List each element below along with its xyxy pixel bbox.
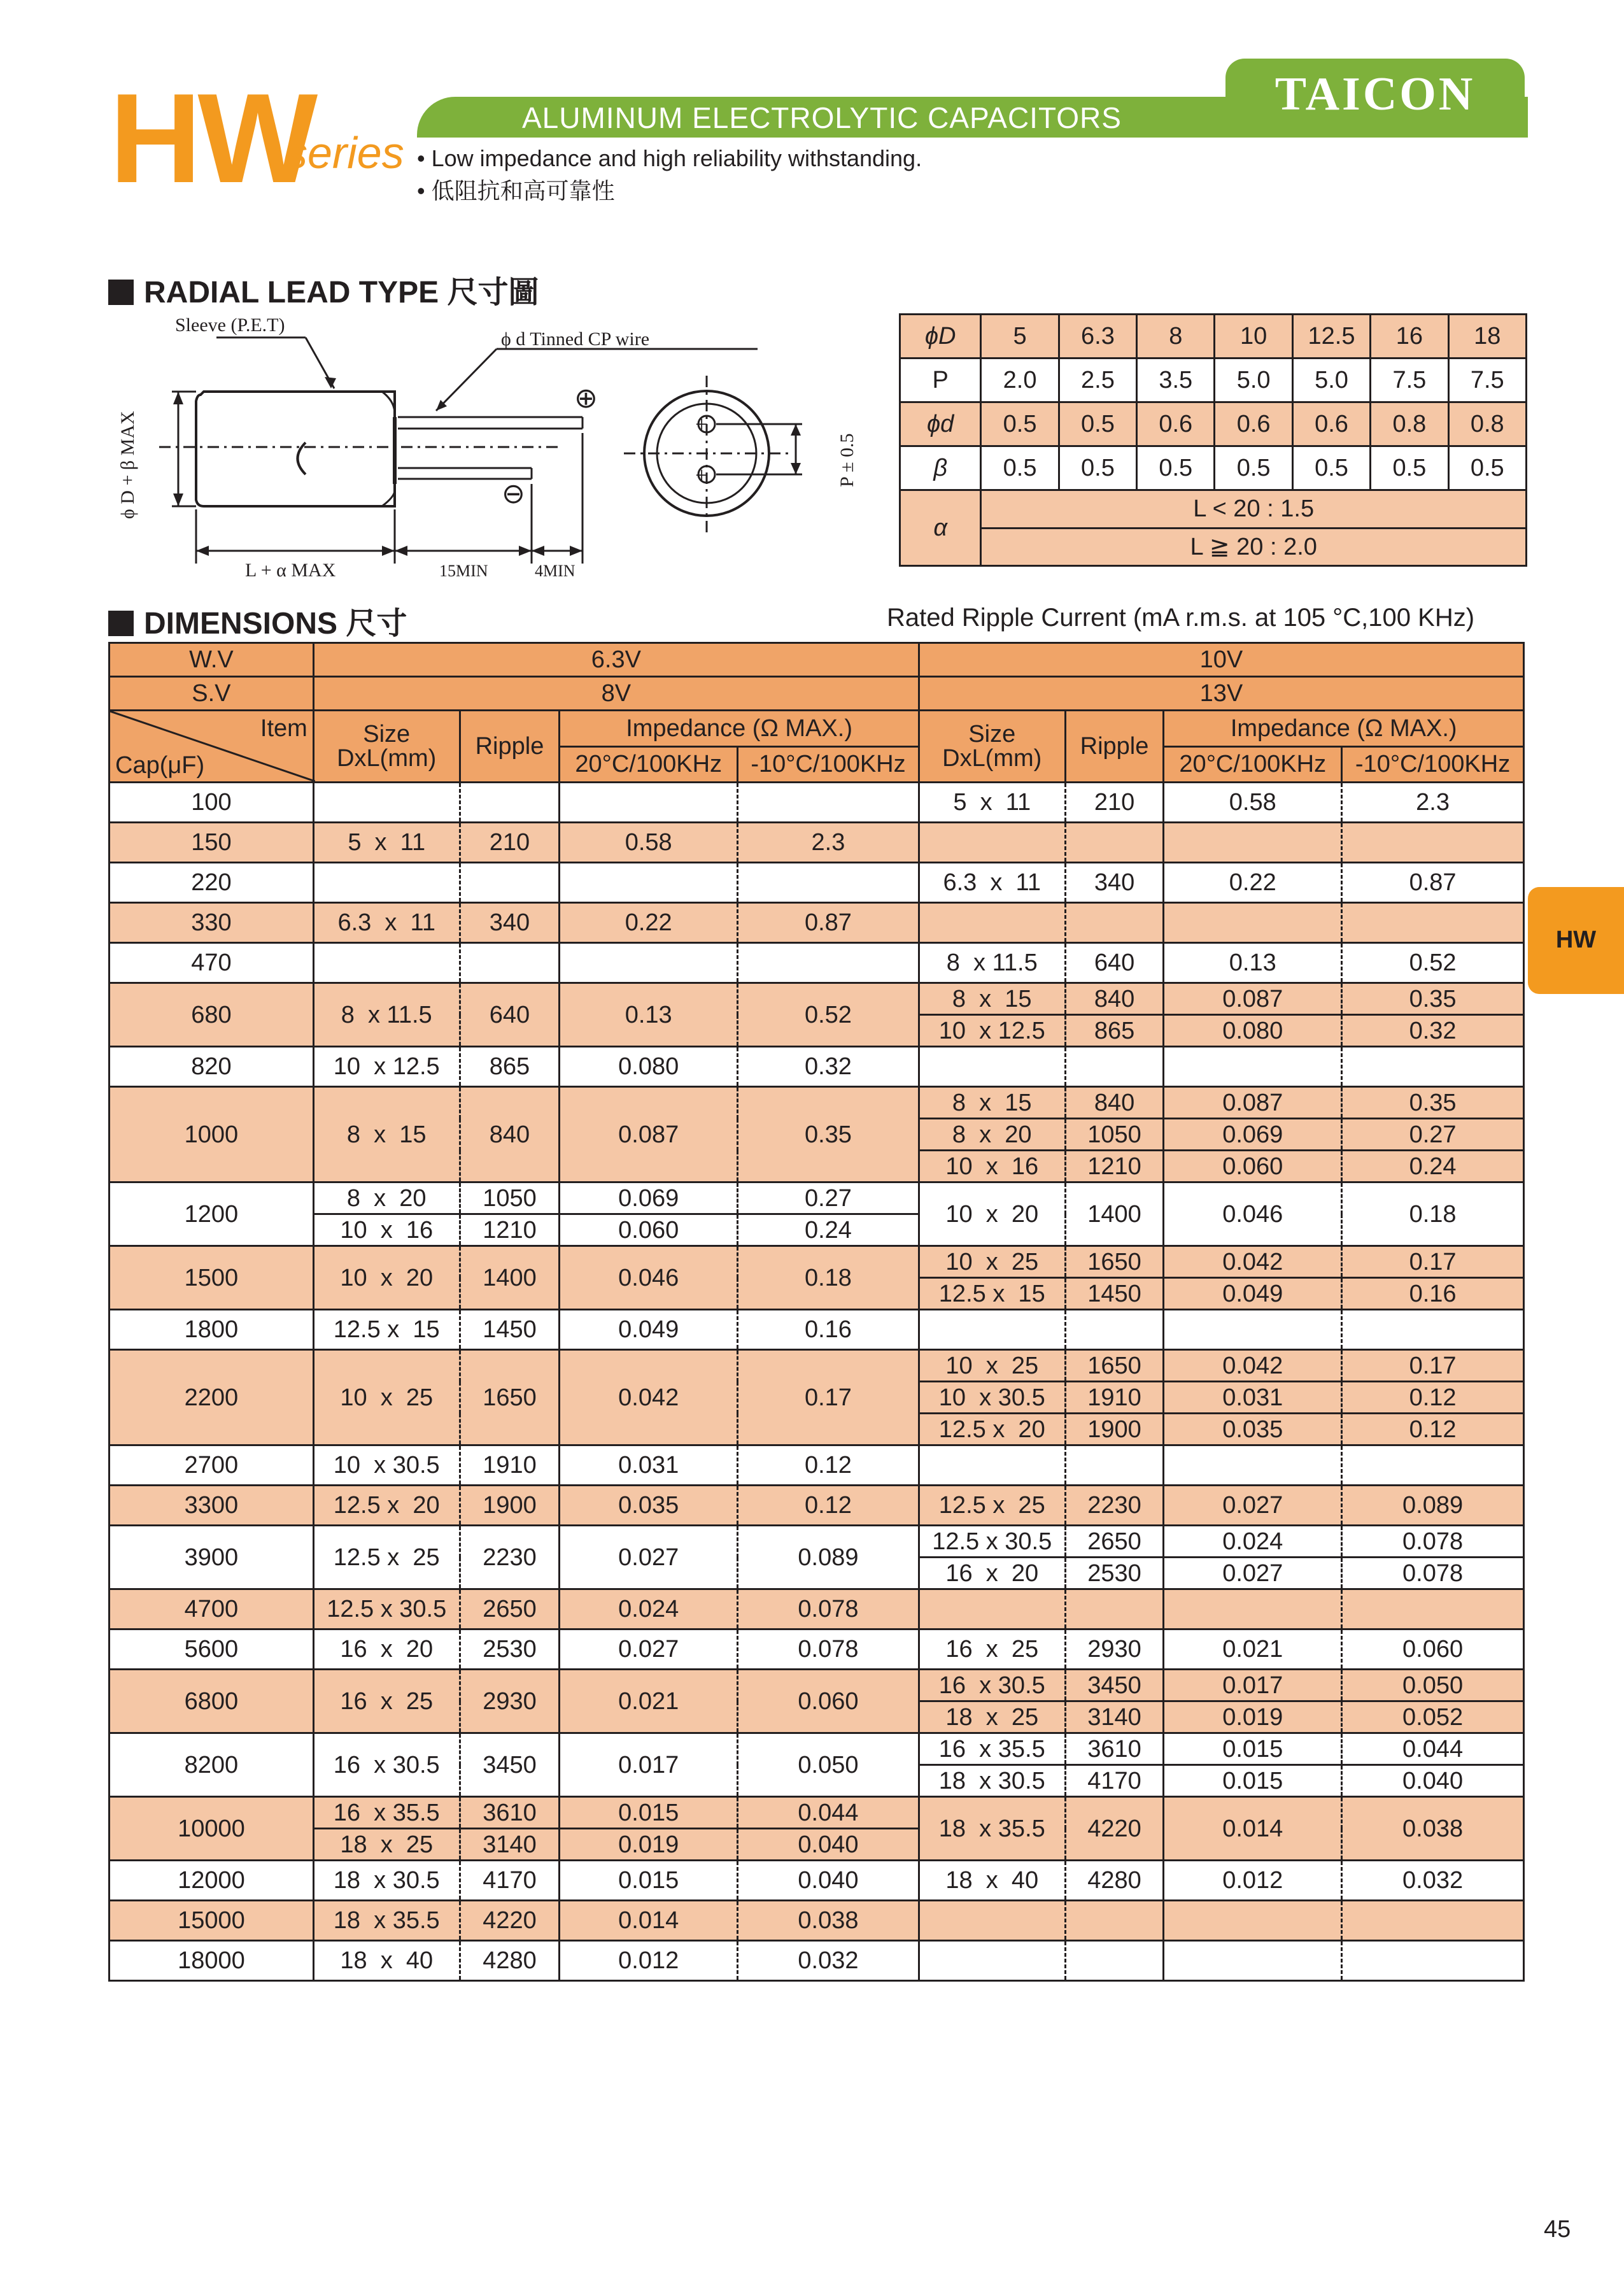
table-row: 3900 12.5 x 25 2230 0.027 0.089 12.5 x 30.5 2650 0.024 0.078 [109,1526,1524,1558]
table-row: P 2.0 2.5 3.5 5.0 5.0 7.5 7.5 [900,359,1527,402]
table-row: 2200 10 x 25 1650 0.042 0.17 10 x 25 1650 0.042 0.17 [109,1350,1524,1382]
cap-cell: 330 [109,903,314,943]
wv-row: W.V 6.3V 10V [109,643,1524,677]
table-row: 1200 8 x 20 1050 0.069 0.27 10 x 20 1400 0.046 0.18 [109,1182,1524,1214]
table-row: 6800 16 x 25 2930 0.021 0.060 16 x 30.5 3450 0.017 0.050 [109,1670,1524,1701]
table-row: ϕD 5 6.3 8 10 12.5 16 18 [900,315,1527,359]
sv-row: S.V 8V 13V [109,677,1524,711]
plus-terminal-icon: ⊕ [574,383,598,414]
cap-cell: 1500 [109,1246,314,1310]
brand-logo: TAICON [1274,68,1476,120]
cap-cell: 18000 [109,1941,314,1981]
feature-bullet-en: • Low impedance and high reliability withstanding. [417,145,922,171]
cap-cell: 680 [109,983,314,1047]
ripple-note: Rated Ripple Current (mA r.m.s. at 105 °C,100 KHz) [887,604,1475,632]
lead-spacing-table [899,313,1527,567]
table-row: 12.5 x 20 1900 0.035 0.12 [109,1414,1524,1445]
wire-label: ϕ d Tinned CP wire [501,329,650,350]
cap-cell: 1800 [109,1310,314,1350]
section-square-icon [108,280,134,305]
table-row: 2700 10 x 30.5 1910 0.031 0.12 [109,1445,1524,1486]
cap-cell: 820 [109,1047,314,1087]
radial-lead-diagram [115,312,879,586]
column-header-row-2: 20°C/100KHz -10°C/100KHz 20°C/100KHz -10°C/100KHz [109,746,1524,783]
table-row: 18 x 25 3140 0.019 0.052 [109,1701,1524,1733]
table-row: α L < 20 : 1.5 [900,490,1527,529]
cap-cell: 15000 [109,1901,314,1941]
cap-cell: 12000 [109,1861,314,1901]
table-row: 150 5 x 11 210 0.58 2.3 [109,823,1524,863]
pitch-label: P ± 0.5 [837,433,858,487]
table-row: 15000 18 x 35.5 4220 0.014 0.038 [109,1901,1524,1941]
cap-cell: 470 [109,943,314,983]
cap-cell: 3900 [109,1526,314,1589]
series-word: series [285,128,404,178]
table-row: 18 x 25 3140 0.019 0.040 [109,1829,1524,1861]
table-row: 16 x 20 2530 0.027 0.078 [109,1558,1524,1589]
table-row: 12.5 x 15 1450 0.049 0.16 [109,1278,1524,1310]
length-label: L + α MAX [245,560,336,581]
lead-4min-label: 4MIN [535,562,575,580]
table-row: 10 x 30.5 1910 0.031 0.12 [109,1382,1524,1414]
column-header-row-1: Item Cap(μF) Size DxL(mm) Ripple Impedance (Ω MAX.) Size DxL(mm) Ripple Impedance (Ω MAX.) [109,711,1524,747]
table-row: 10000 16 x 35.5 3610 0.015 0.044 18 x 35.5 4220 0.014 0.038 [109,1797,1524,1829]
table-row: 220 6.3 x 11 340 0.22 0.87 [109,863,1524,903]
table-row: 10 x 16 1210 0.060 0.24 [109,1151,1524,1182]
page-number: 45 [1544,2216,1571,2243]
table-row: 3300 12.5 x 20 1900 0.035 0.12 12.5 x 25 2230 0.027 0.089 [109,1486,1524,1526]
cap-cell: 4700 [109,1589,314,1629]
table-row: 12000 18 x 30.5 4170 0.015 0.040 18 x 40 4280 0.012 0.032 [109,1861,1524,1901]
table-row: 1500 10 x 20 1400 0.046 0.18 10 x 25 1650 0.042 0.17 [109,1246,1524,1278]
cap-cell: 3300 [109,1486,314,1526]
dimensions-section-title: DIMENSIONS 尺寸 [108,599,407,643]
series-code: HW [109,67,314,209]
minus-terminal-icon: ⊖ [502,478,525,509]
banner-title: ALUMINUM ELECTROLYTIC CAPACITORS [522,101,1122,134]
section-square-icon [108,611,134,636]
table-row: β 0.5 0.5 0.5 0.5 0.5 0.5 0.5 [900,446,1527,490]
radial-section-title: RADIAL LEAD TYPE 尺寸圖 [108,267,539,311]
table-row: 330 6.3 x 11 340 0.22 0.87 [109,903,1524,943]
table-row: 1800 12.5 x 15 1450 0.049 0.16 [109,1310,1524,1350]
dimensions-table [108,642,1525,1982]
cap-cell: 6800 [109,1670,314,1733]
table-row: 8200 16 x 30.5 3450 0.017 0.050 16 x 35.5 3610 0.015 0.044 [109,1733,1524,1765]
cap-cell: 100 [109,783,314,823]
table-row: 1000 8 x 15 840 0.087 0.35 8 x 15 840 0.087 0.35 [109,1087,1524,1119]
cap-cell: 8200 [109,1733,314,1797]
cap-cell: 150 [109,823,314,863]
table-row: 10 x 12.5 865 0.080 0.32 [109,1015,1524,1047]
table-row: ϕd 0.5 0.5 0.6 0.6 0.6 0.8 0.8 [900,402,1527,446]
sleeve-label: Sleeve (P.E.T) [175,315,285,336]
lead-15min-label: 15MIN [439,562,488,580]
end-view-plus-icon: + [695,411,709,437]
cap-cell: 2200 [109,1350,314,1445]
table-row: 5600 16 x 20 2530 0.027 0.078 16 x 25 2930 0.021 0.060 [109,1629,1524,1670]
table-row: 18 x 30.5 4170 0.015 0.040 [109,1765,1524,1797]
table-row: 8 x 20 1050 0.069 0.27 [109,1119,1524,1151]
table-row: 4700 12.5 x 30.5 2650 0.024 0.078 [109,1589,1524,1629]
side-tab-label: HW [1555,927,1597,953]
cap-cell: 5600 [109,1629,314,1670]
table-row: 680 8 x 11.5 640 0.13 0.52 8 x 15 840 0.087 0.35 [109,983,1524,1015]
table-row: 10 x 16 1210 0.060 0.24 [109,1214,1524,1246]
cap-cell: 1000 [109,1087,314,1182]
cap-cell: 2700 [109,1445,314,1486]
table-row: 100 5 x 11 210 0.58 2.3 [109,783,1524,823]
cap-cell: 1200 [109,1182,314,1246]
end-view-minus-icon: + [695,462,709,488]
table-row: 18000 18 x 40 4280 0.012 0.032 [109,1941,1524,1981]
cap-cell: 10000 [109,1797,314,1861]
table-row: L ≧ 20 : 2.0 [900,528,1527,566]
feature-bullet-zh: • 低阻抗和高可靠性 [417,178,615,204]
diameter-label: ϕ D + β MAX [117,411,138,519]
table-row: 470 8 x 11.5 640 0.13 0.52 [109,943,1524,983]
cap-cell: 220 [109,863,314,903]
table-row: 820 10 x 12.5 865 0.080 0.32 [109,1047,1524,1087]
